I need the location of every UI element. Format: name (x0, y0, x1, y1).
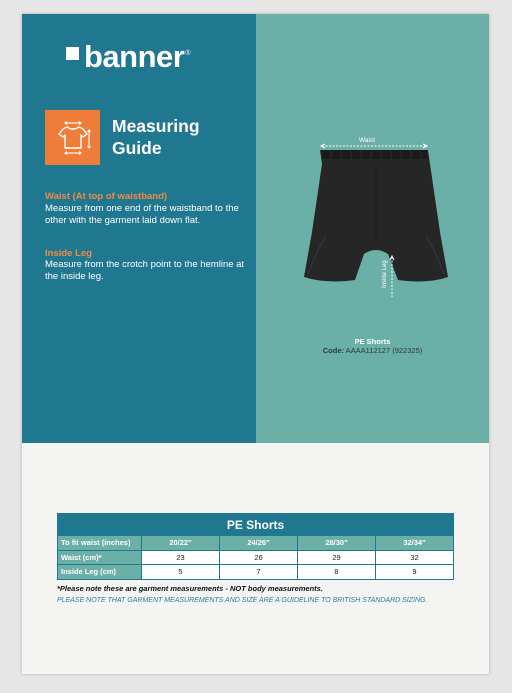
waist-arrow (321, 144, 427, 148)
size-header: 20/22" (142, 536, 220, 551)
sizing-guideline-note: PLEASE NOTE THAT GARMENT MEASUREMENTS AND SIZE ARE A GUIDELINE TO BRITISH STANDARD SIZING. (57, 597, 428, 604)
table-cell: 7 (220, 565, 298, 580)
table-cell: 26 (220, 550, 298, 565)
logo-square-icon (66, 47, 79, 60)
table-row (58, 565, 454, 580)
inside-leg-label: Inside Leg (382, 260, 388, 288)
guide-title-line2: Guide (112, 138, 162, 158)
garment-measurement-note: *Please note these are garment measurements - NOT body measurements. (57, 584, 323, 593)
size-table-title: PE Shorts (58, 514, 454, 536)
tshirt-measure-icon (45, 110, 100, 165)
table-cell: 9 (376, 565, 454, 580)
product-name: PE Shorts (354, 337, 391, 346)
row-label: Inside Leg (cm) (58, 565, 142, 580)
product-code-label: Code: (322, 346, 344, 355)
table-cell: 8 (298, 565, 376, 580)
measuring-guide-sheet (22, 14, 489, 674)
size-header-row (58, 536, 454, 551)
size-header: 28/30" (298, 536, 376, 551)
waist-fit-label: To fit waist (inches) (58, 536, 142, 551)
waist-description: Measure from one end of the waistband to the other with the garment laid down flat. (45, 203, 239, 226)
table-cell: 23 (142, 550, 220, 565)
guide-title (112, 115, 200, 159)
table-cell: 29 (298, 550, 376, 565)
table-cell: 5 (142, 565, 220, 580)
inside-leg-description: Measure from the crotch point to the hemline at the inside leg. (45, 259, 245, 282)
registered-mark: ® (185, 49, 191, 57)
banner-logo (66, 39, 191, 74)
shorts-illustration (300, 137, 452, 292)
logo-text: banner (84, 39, 185, 74)
product-code-value: AAAA112127 (922325) (345, 346, 423, 355)
table-row (58, 550, 454, 565)
inside-leg-heading: Inside Leg (45, 248, 92, 259)
table-cell: 32 (376, 550, 454, 565)
size-header: 32/34" (376, 536, 454, 551)
info-panel (22, 14, 256, 443)
waist-heading: Waist (At top of waistband) (45, 191, 168, 202)
size-table (57, 513, 454, 580)
size-header: 24/26" (220, 536, 298, 551)
guide-title-line1: Measuring (112, 116, 200, 136)
product-code (256, 346, 489, 355)
waist-label: Waist (359, 137, 376, 144)
row-label: Waist (cm)* (58, 550, 142, 565)
